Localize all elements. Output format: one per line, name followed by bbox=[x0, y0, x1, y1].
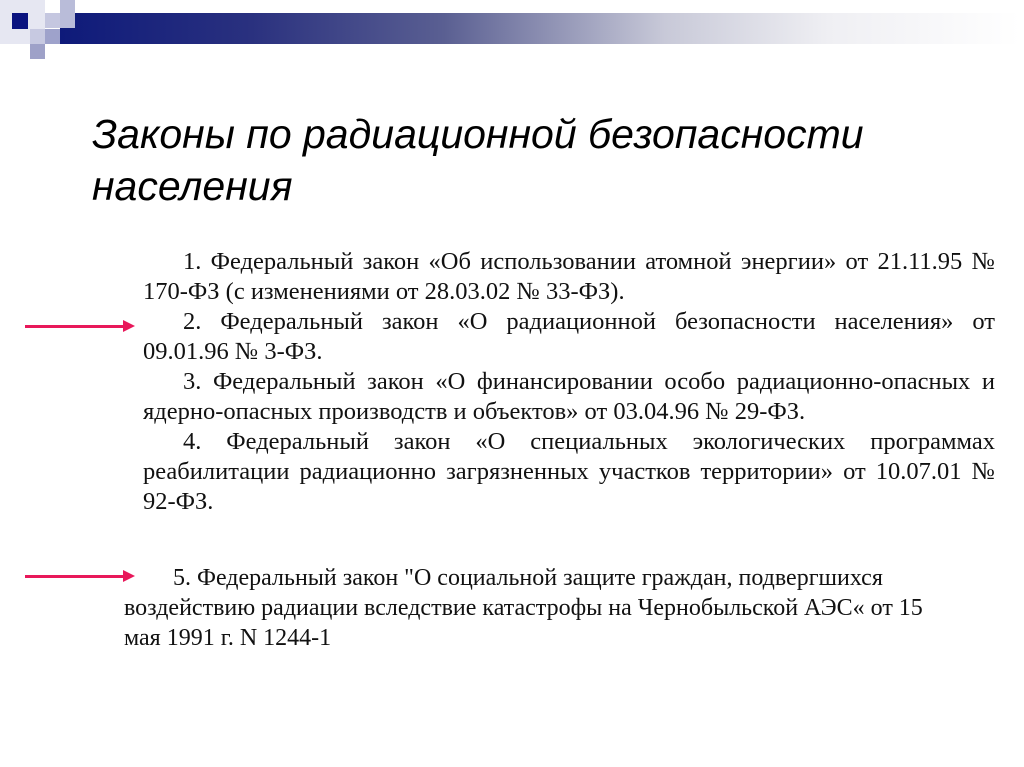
slide-title: Законы по радиационной безопасности населения bbox=[92, 111, 864, 209]
law-3: 3. Федеральный закон «О финансировании особо радиационно-опасных и ядерно-опасных производств и объектов» от 03.04.96 № 29-ФЗ. bbox=[143, 368, 995, 425]
decor-square bbox=[45, 29, 60, 44]
decor-square bbox=[45, 13, 60, 28]
decor-square bbox=[30, 29, 45, 44]
header-gradient-bar bbox=[60, 13, 1020, 44]
law-1: 1. Федеральный закон «Об использовании атомной энергии» от 21.11.95 № 170-ФЗ (с изменениями от 28.03.02 № 33-ФЗ). bbox=[143, 248, 995, 305]
law-2: 2. Федеральный закон «О радиационной безопасности населения» от 09.01.96 № 3-ФЗ. bbox=[143, 308, 995, 365]
decor-square bbox=[60, 0, 75, 28]
decor-square bbox=[30, 44, 45, 59]
arrow-right-icon bbox=[25, 325, 135, 329]
laws-list bbox=[143, 247, 995, 517]
law-4: 4. Федеральный закон «О специальных экологических программах реабилитации радиационно загрязненных участков территории» от 10.07.01 № 92-ФЗ. bbox=[143, 428, 995, 515]
decor-square bbox=[12, 13, 28, 29]
law-5: 5. Федеральный закон "О социальной защите граждан, подвергшихся воздействию радиации вследствие катастрофы на Чернобыльской АЭС« от 15 мая 1991 г. N 1244-1 bbox=[124, 565, 923, 651]
arrow-right-icon bbox=[25, 575, 135, 579]
